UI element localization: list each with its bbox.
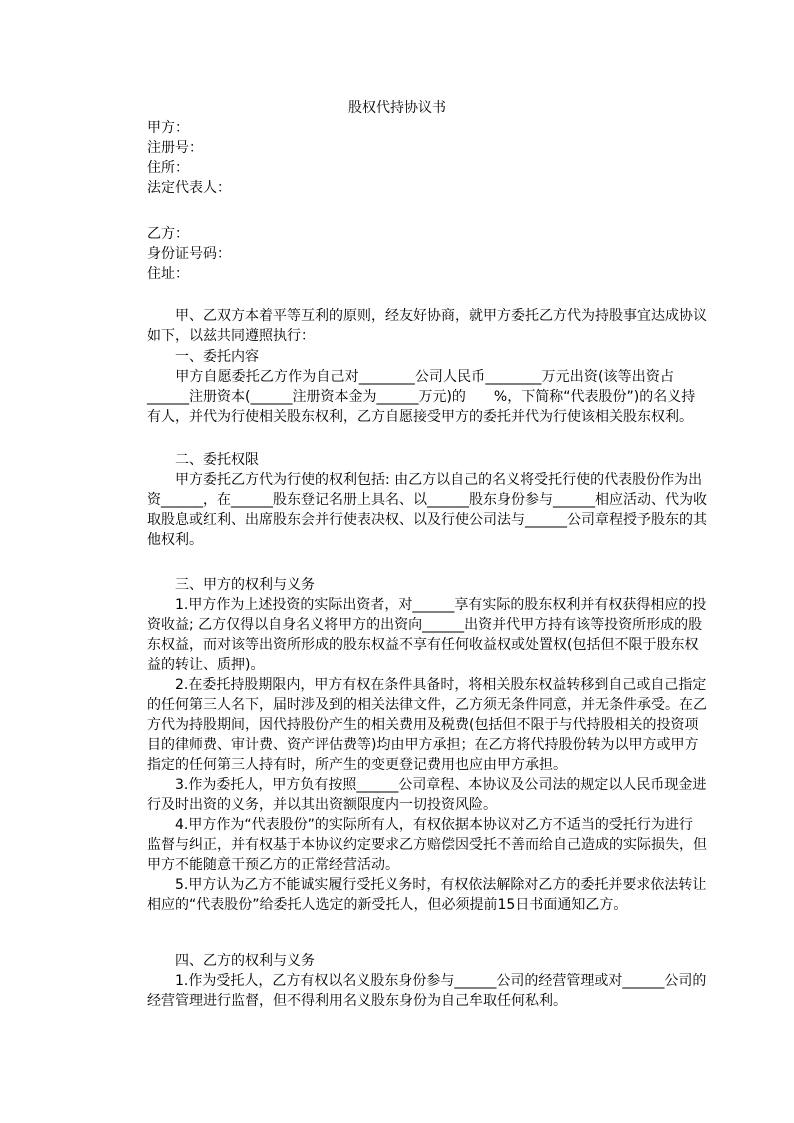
- party-a-block: [147, 118, 674, 198]
- section-line: 甲方不能随意干预乙方的正常经营活动。: [147, 857, 399, 873]
- section-heading: 一、委托内容: [147, 349, 259, 365]
- section-line: 甲方委托乙方代为行使的权利包括: 由乙方以自己的名义将受托行使的代表股份作为出: [147, 472, 703, 488]
- party-a-label: 甲方：: [147, 120, 189, 136]
- section-line: 5.甲方认为乙方不能诚实履行受托义务时，有权依法解除对乙方的委托并要求依法转让: [147, 877, 707, 893]
- party-b-address: 住址：: [147, 266, 189, 282]
- party-a-address: 住所：: [147, 160, 189, 176]
- section-line: 监督与纠正，并有权基于本协议约定要求乙方赔偿因受托不善而给自己造成的实际损失，但: [147, 837, 707, 853]
- section-line: 指定的任何第三人持有时，所产生的变更登记费用也应由甲方承担。: [147, 757, 567, 773]
- section-entrustment: [147, 347, 696, 427]
- section-line: 3.作为委托人，甲方负有按照______公司章程、本协议及公司法的规定以人民币现金进: [147, 777, 707, 793]
- document-title: 股权代持协议书: [348, 100, 446, 116]
- section-line: 他权利。: [147, 532, 203, 548]
- section-line: 相应的“代表股份”给委托人选定的新受托人，但必须提前15日书面通知乙方。: [147, 897, 628, 913]
- section-authority: [147, 450, 707, 550]
- section-line: 目的律师费、审计费、资产评估费等)均由甲方承担；在乙方将代持股份转为以甲方或甲方: [147, 737, 699, 753]
- section-line: 的任何第三人名下，届时涉及到的相关法律文件，乙方须无条件同意，并无条件承受。在乙: [147, 697, 707, 713]
- section-party-a-rights: [147, 575, 707, 915]
- intro-line: 甲、乙双方本着平等互利的原则，经友好协商，就甲方委托乙方代为持股事宜达成协议: [147, 308, 707, 324]
- section-line: 有人，并代为行使相关股东权利，乙方自愿接受甲方的委托并代为行使该相关股东权利。: [147, 409, 693, 425]
- intro-line: 如下，以兹共同遵照执行：: [147, 328, 315, 344]
- section-heading: 二、委托权限: [147, 452, 259, 468]
- party-a-reg-no: 注册号：: [147, 140, 203, 156]
- section-line: ______注册资本(______注册资本金为______万元)的 %，下简称“代表股份”)的名义持: [147, 389, 696, 405]
- party-b-id-no: 身份证号码：: [147, 246, 231, 262]
- party-a-legal-rep: 法定代表人：: [147, 180, 231, 196]
- section-line: 资______，在______股东登记名册上具名、以______股东身份参与______相应活动、代为收: [147, 492, 707, 508]
- section-line: 行及时出资的义务，并以其出资额限度内一切投资风险。: [147, 797, 497, 813]
- section-line: 1.甲方作为上述投资的实际出资者，对______享有实际的股东权利并有权获得相应的投: [147, 597, 707, 613]
- section-line: 1.作为受托人，乙方有权以名义股东身份参与______公司的经营管理或对______公司的: [147, 973, 707, 989]
- section-heading: 四、乙方的权利与义务: [147, 953, 315, 969]
- section-line: 方代为持股期间，因代持股份产生的相关费用及税费(包括但不限于与代持股相关的投资项: [147, 717, 699, 733]
- party-b-block: [147, 224, 674, 284]
- section-line: 经营管理进行监督，但不得利用名义股东身份为自己牟取任何私利。: [147, 993, 567, 1009]
- section-line: 东权益，而对该等出资所形成的股东权益不享有任何收益权或处置权(包括但不限于股东权: [147, 637, 699, 653]
- section-line: 取股息或红利、出席股东会并行使表决权、以及行使公司法与______公司章程授予股东的其: [147, 512, 707, 528]
- section-party-b-rights: [147, 951, 707, 1011]
- section-line: 资收益; 乙方仅得以自身名义将甲方的出资向______出资并代甲方持有该等投资所形成的股: [147, 617, 703, 633]
- section-line: 4.甲方作为“代表股份”的实际所有人，有权依据本协议对乙方不适当的受托行为进行: [147, 817, 693, 833]
- intro-paragraph: [147, 306, 707, 346]
- party-b-label: 乙方：: [147, 226, 189, 242]
- section-line: 益的转让、质押)。: [147, 657, 265, 673]
- section-heading: 三、甲方的权利与义务: [147, 577, 315, 593]
- section-line: 2.在委托持股期限内，甲方有权在条件具备时，将相关股东权益转移到自己或自己指定: [147, 677, 707, 693]
- section-line: 甲方自愿委托乙方作为自己对________公司人民币________万元出资(该等出资占: [147, 369, 674, 385]
